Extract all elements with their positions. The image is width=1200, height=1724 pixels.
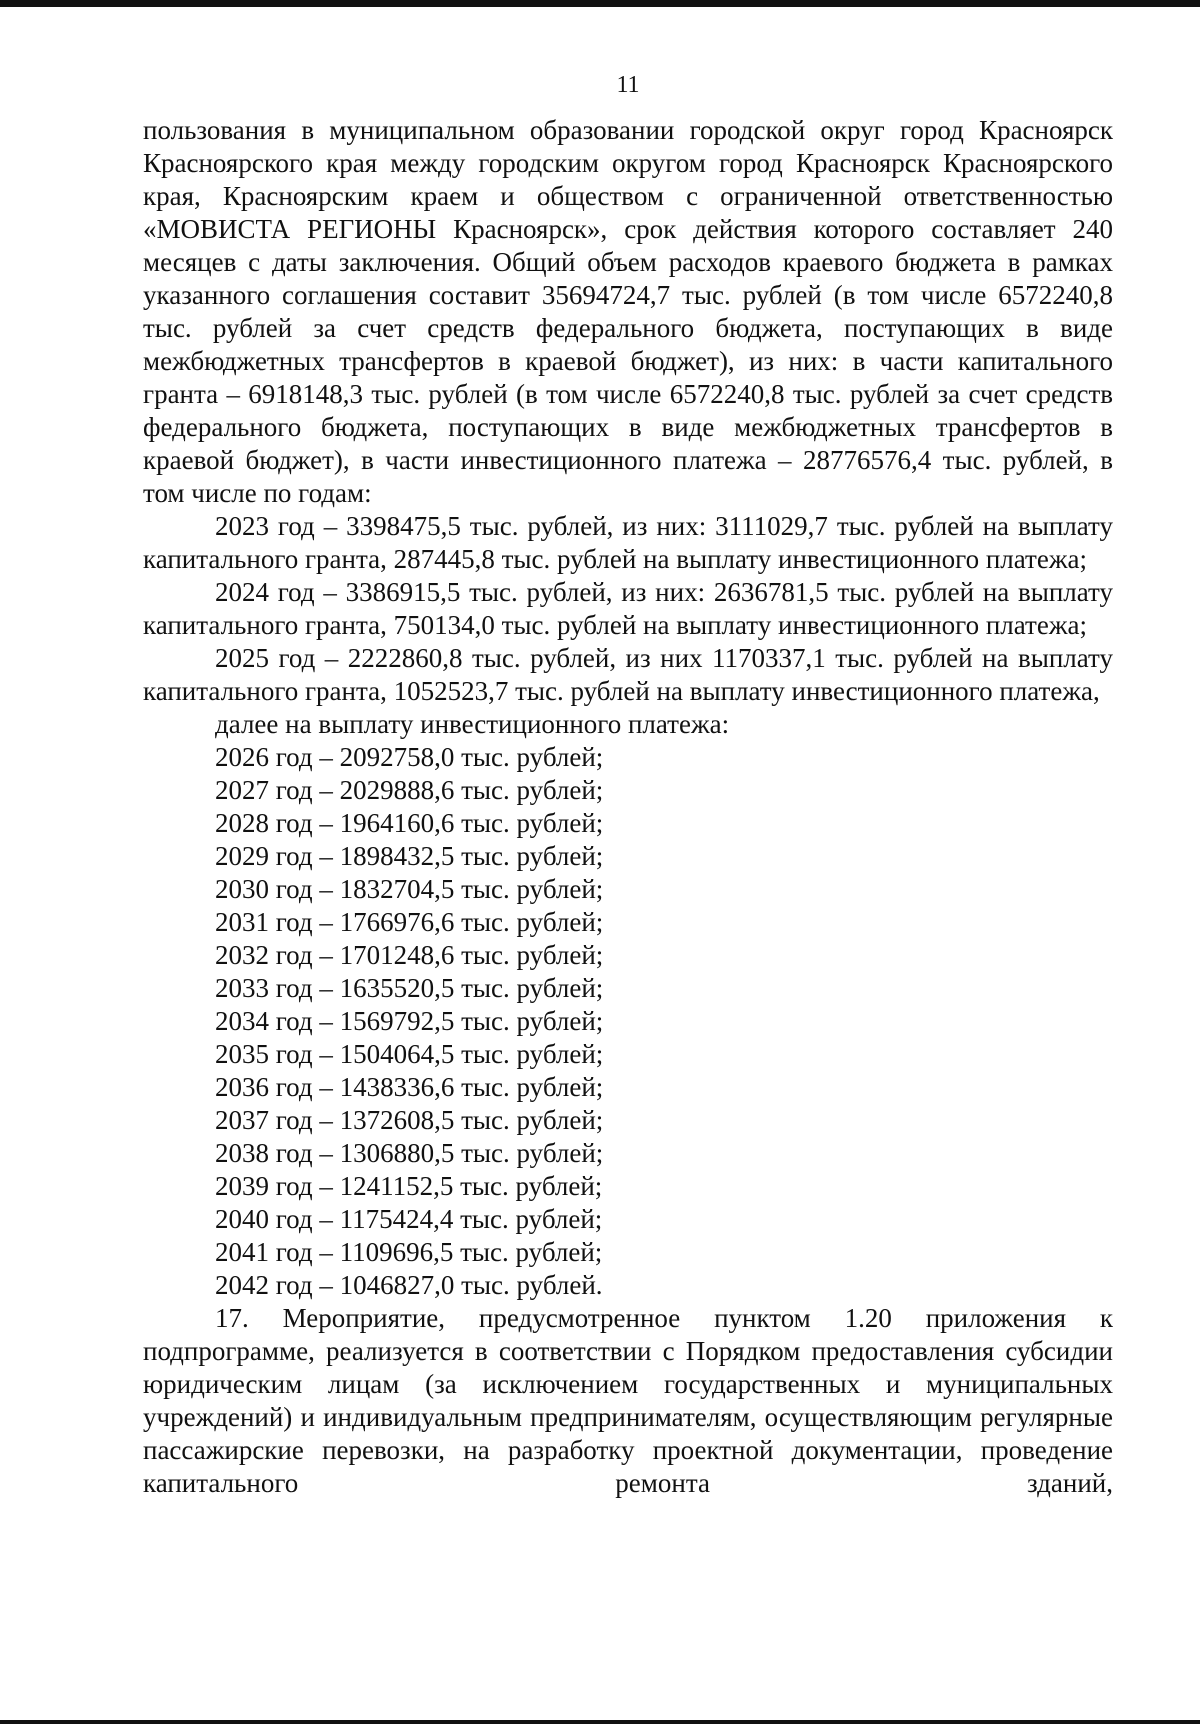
scan-bottom-border	[0, 1720, 1200, 1724]
year-paragraph-2023: 2023 год – 3398475,5 тыс. рублей, из них: 3111029,7 тыс. рублей на выплату капитального гранта, 287445,8 тыс. рублей на выплату инвестиционного платежа;	[143, 511, 1113, 574]
list-item: 2028 год – 1964160,6 тыс. рублей;	[215, 808, 604, 838]
scan-top-border	[0, 0, 1200, 7]
list-item: 2031 год – 1766976,6 тыс. рублей;	[215, 907, 604, 937]
list-item: 2027 год – 2029888,6 тыс. рублей;	[215, 775, 604, 805]
list-item: 2042 год – 1046827,0 тыс. рублей.	[215, 1270, 603, 1300]
list-item: 2039 год – 1241152,5 тыс. рублей;	[215, 1171, 603, 1201]
list-item: 2038 год – 1306880,5 тыс. рублей;	[215, 1138, 604, 1168]
list-item: 2029 год – 1898432,5 тыс. рублей;	[215, 841, 604, 871]
year-paragraph-2025: 2025 год – 2222860,8 тыс. рублей, из них 1170337,1 тыс. рублей на выплату капитального гранта, 1052523,7 тыс. рублей на выплату инвестиционного платежа,	[143, 643, 1113, 706]
page-number: 11	[616, 72, 640, 98]
list-item: 2026 год – 2092758,0 тыс. рублей;	[215, 742, 604, 772]
list-item: 2040 год – 1175424,4 тыс. рублей;	[215, 1204, 603, 1234]
list-item: 2041 год – 1109696,5 тыс. рублей;	[215, 1237, 603, 1267]
intro-paragraph: пользования в муниципальном образовании городской округ город Красноярск Красноярского края между городским округом город Красноярск Красноярского края, Красноярским краем и обществом с ограниченной ответственностью «МОВИСТА РЕГИОНЫ Красноярск», срок действия которого составляет 240 месяцев с даты заключения. Общий объем расходов краевого бюджета в рамках указанного соглашения составит 35694724,7 тыс. рублей (в том числе 6572240,8 тыс. рублей за счет средств федерального бюджета, поступающих в виде межбюджетных трансфертов в краевой бюджет), из них: в части капитального гранта – 6918148,3 тыс. рублей (в том числе 6572240,8 тыс. рублей за счет средств федерального бюджета, поступающих в виде межбюджетных трансфертов в краевой бюджет), в части инвестиционного платежа – 28776576,4 тыс. рублей, в том числе по годам:	[143, 115, 1113, 508]
paragraph-17: 17. Мероприятие, предусмотренное пунктом 1.20 приложения к подпрограмме, реализуется в соответствии с Порядком предоставления субсидии юридическим лицам (за исключением государственных и муниципальных учреждений) и индивидуальным предпринимателям, осуществляющим регулярные пассажирские перевозки, на разработку проектной документации, проведение капитального ремонта зданий,	[143, 1303, 1113, 1498]
year-list	[143, 741, 1113, 1302]
list-item: 2034 год – 1569792,5 тыс. рублей;	[215, 1006, 604, 1036]
list-intro: далее на выплату инвестиционного платежа:	[215, 709, 730, 739]
list-item: 2032 год – 1701248,6 тыс. рублей;	[215, 940, 604, 970]
list-item: 2037 год – 1372608,5 тыс. рублей;	[215, 1105, 604, 1135]
list-item: 2033 год – 1635520,5 тыс. рублей;	[215, 973, 604, 1003]
document-body	[143, 114, 1113, 1500]
list-item: 2036 год – 1438336,6 тыс. рублей;	[215, 1072, 604, 1102]
list-item: 2035 год – 1504064,5 тыс. рублей;	[215, 1039, 604, 1069]
list-item: 2030 год – 1832704,5 тыс. рублей;	[215, 874, 604, 904]
year-paragraph-2024: 2024 год – 3386915,5 тыс. рублей, из них: 2636781,5 тыс. рублей на выплату капитального гранта, 750134,0 тыс. рублей на выплату инвестиционного платежа;	[143, 577, 1113, 640]
